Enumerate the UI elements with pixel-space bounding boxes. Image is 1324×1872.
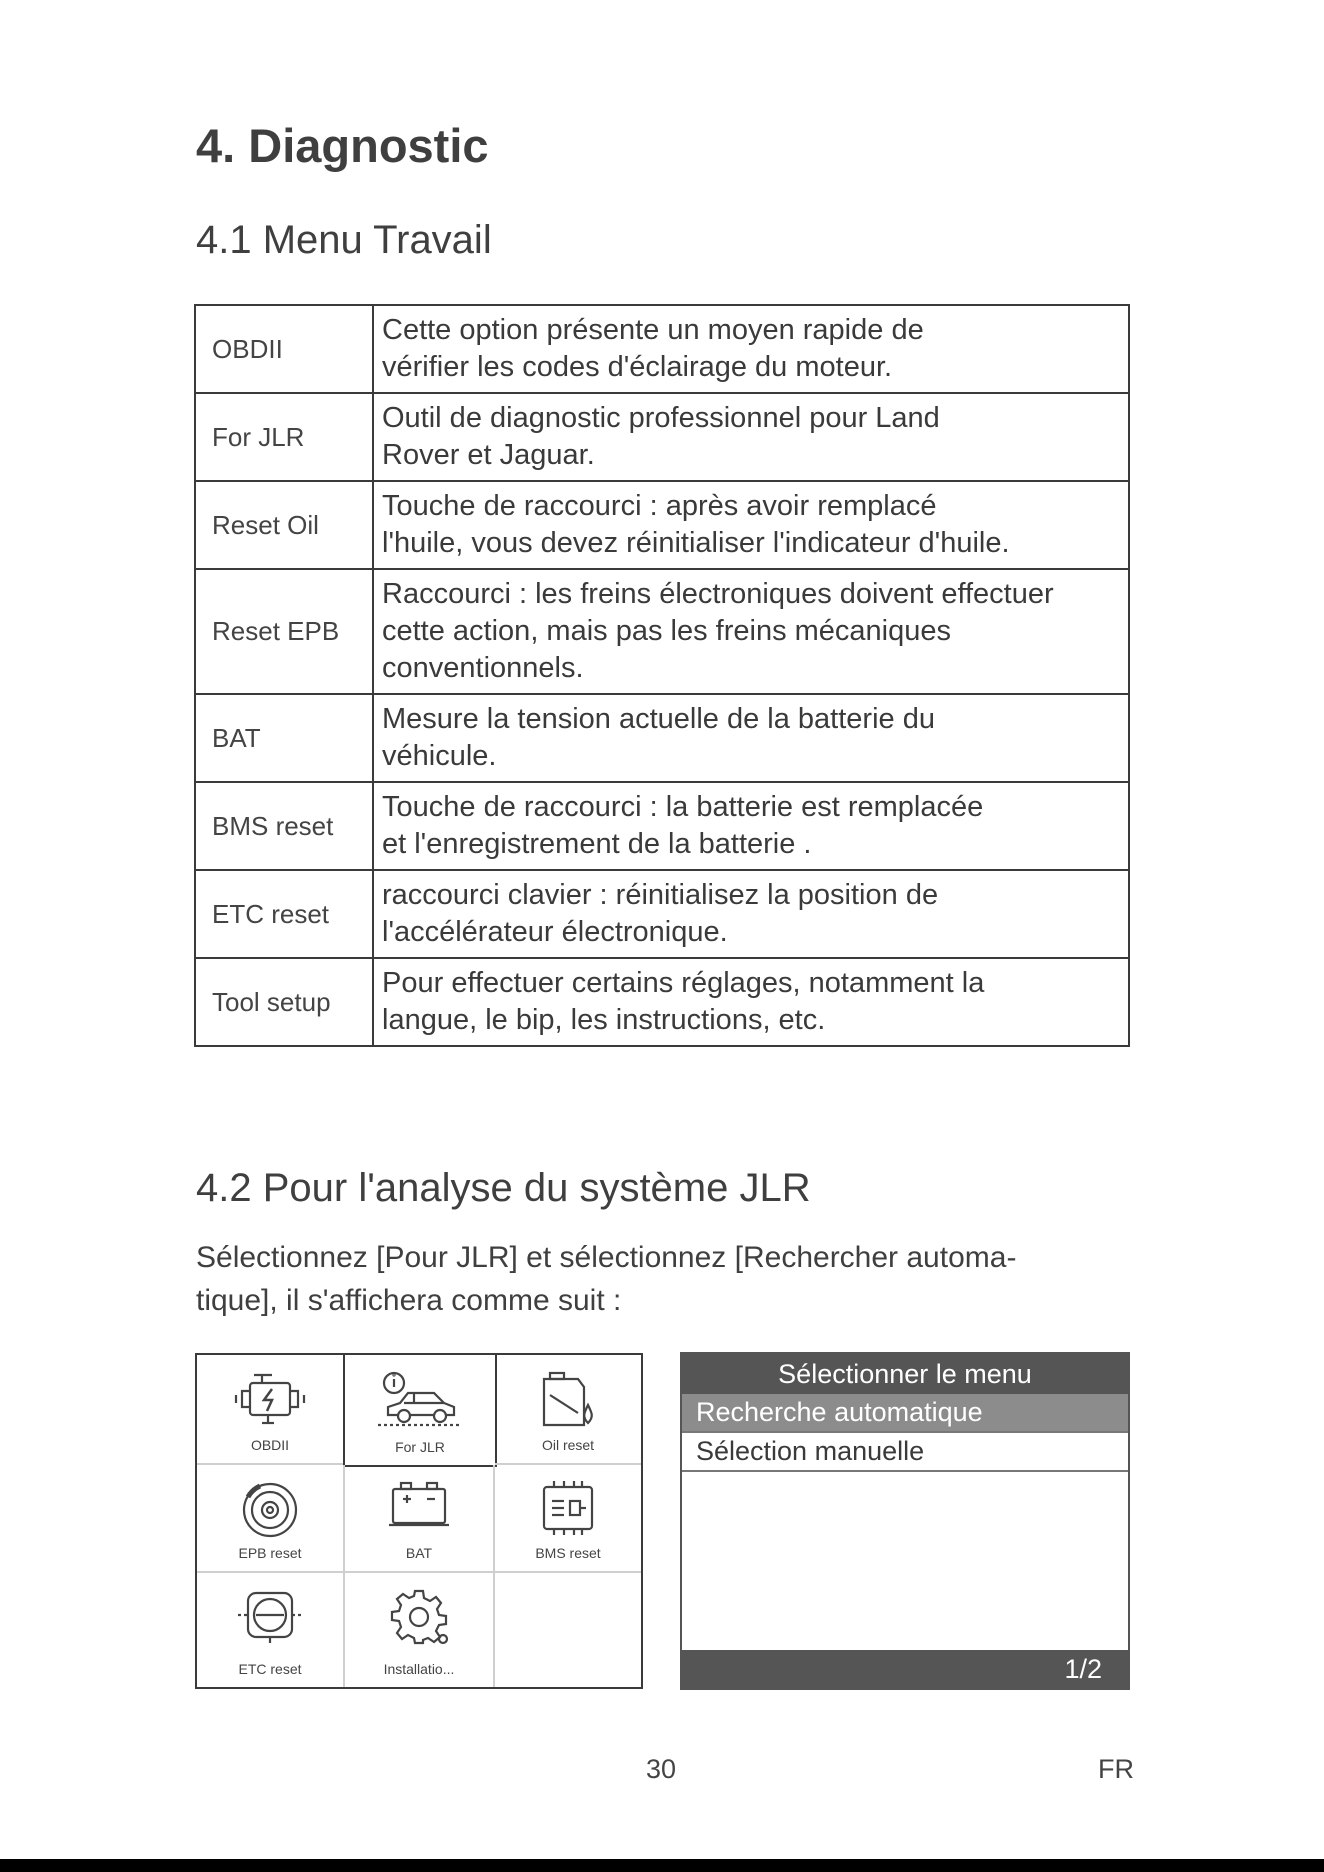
language-code: FR (1098, 1754, 1134, 1784)
brake-disc-icon (238, 1479, 302, 1541)
table-row (195, 782, 1129, 870)
row-description: Raccourci : les freins électroniques doivent effectuer cette action, mais pas les freins mécaniques conventionnels. (373, 569, 1129, 694)
tile-label: BAT (405, 1545, 433, 1561)
tile-label: BMS reset (535, 1545, 601, 1561)
gear-icon (387, 1587, 451, 1645)
row-description: Touche de raccourci : après avoir remplacé l'huile, vous devez réinitialiser l'indicateur d'huile. (373, 481, 1129, 569)
screen-title: Sélectionner le menu (682, 1354, 1128, 1394)
table-row (195, 569, 1129, 694)
section-heading-jlr-analysis: 4.2 Pour l'analyse du système JLR (196, 1166, 811, 1210)
row-description: raccourci clavier : réinitialisez la position de l'accélérateur électronique. (373, 870, 1129, 958)
tile-label: Oil reset (541, 1437, 595, 1453)
row-key: Reset EPB (195, 569, 373, 694)
oil-can-icon (536, 1369, 600, 1431)
page-title: 4. Diagnostic (196, 119, 489, 172)
row-description: Mesure la tension actuelle de la batterie du véhicule. (373, 694, 1129, 782)
battery-icon (387, 1479, 451, 1531)
section-heading-menu-travail: 4.1 Menu Travail (196, 218, 492, 262)
tile-label: OBDII (250, 1437, 290, 1453)
menu-tile-oil-reset[interactable] (495, 1355, 641, 1465)
tile-label: EPB reset (238, 1545, 302, 1561)
table-row (195, 305, 1129, 393)
throttle-icon (234, 1587, 306, 1645)
row-key: OBDII (195, 305, 373, 393)
empty-tile (495, 1573, 641, 1687)
row-description: Cette option présente un moyen rapide de vérifier les codes d'éclairage du moteur. (373, 305, 1129, 393)
engine-icon (232, 1369, 308, 1427)
row-key: ETC reset (195, 870, 373, 958)
menu-tile-bat[interactable] (345, 1465, 495, 1573)
table-row (195, 870, 1129, 958)
intro-paragraph: Sélectionnez [Pour JLR] et sélectionnez [Rechercher automa- tique], il s'affichera comme suit : (196, 1241, 1017, 1317)
row-key: For JLR (195, 393, 373, 481)
tile-label: Installatio... (383, 1661, 455, 1677)
row-key: Tool setup (195, 958, 373, 1046)
row-description: Touche de raccourci : la batterie est remplacée et l'enregistrement de la batterie . (373, 782, 1129, 870)
menu-tile-installation[interactable] (345, 1573, 495, 1687)
menu-tile-etc-reset[interactable] (197, 1573, 345, 1687)
row-description: Outil de diagnostic professionnel pour Land Rover et Jaguar. (373, 393, 1129, 481)
bms-module-icon (536, 1479, 600, 1537)
tile-label: ETC reset (238, 1661, 302, 1677)
row-key: BMS reset (195, 782, 373, 870)
car-info-icon (374, 1369, 466, 1431)
table-row (195, 694, 1129, 782)
page-number: 30 (646, 1754, 677, 1784)
menu-option-auto-search[interactable]: Recherche automatique (682, 1394, 1128, 1433)
tile-label: For JLR (395, 1439, 445, 1455)
device-icon-grid (195, 1353, 643, 1689)
menu-table (194, 304, 1130, 1047)
bottom-bar (0, 1859, 1324, 1872)
menu-tile-for-jlr[interactable] (343, 1353, 497, 1467)
menu-tile-bms-reset[interactable] (495, 1465, 641, 1573)
row-key: BAT (195, 694, 373, 782)
row-description: Pour effectuer certains réglages, notamment la langue, le bip, les instructions, etc. (373, 958, 1129, 1046)
device-screen (680, 1352, 1130, 1690)
table-row (195, 958, 1129, 1046)
menu-tile-epb-reset[interactable] (197, 1465, 345, 1573)
row-key: Reset Oil (195, 481, 373, 569)
table-row (195, 481, 1129, 569)
menu-option-manual-selection[interactable]: Sélection manuelle (682, 1433, 1128, 1472)
menu-tile-obdii[interactable] (197, 1355, 345, 1465)
screen-page-indicator: 1/2 (682, 1650, 1128, 1688)
table-row (195, 393, 1129, 481)
